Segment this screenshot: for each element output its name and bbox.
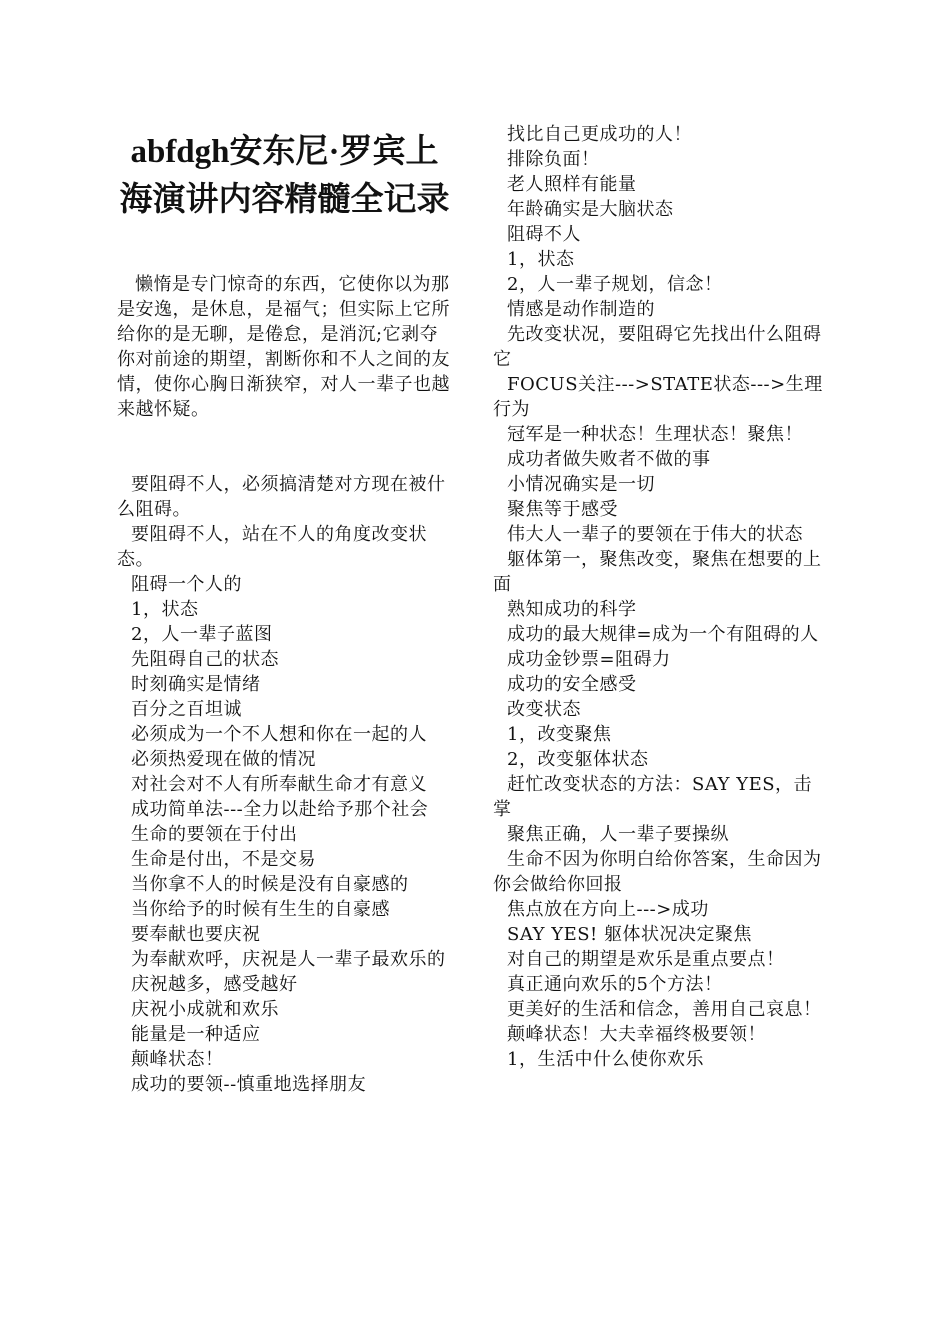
text-line: 排除负面！ — [507, 149, 600, 170]
text-line: 阻碍一个人的 — [131, 574, 242, 595]
text-line: 先阻碍自己的状态 — [131, 649, 279, 670]
text-line: 赶忙改变状态的方法：SAY YES，击掌 — [493, 774, 813, 820]
text-line: 成功的最大规律=成为一个有阻碍的人 — [507, 624, 819, 645]
right-column-list — [493, 122, 828, 1072]
text-line: 成功的要领--慎重地选择朋友 — [131, 1074, 367, 1095]
text-line: 躯体第一，聚焦改变，聚焦在想要的上面 — [493, 549, 822, 595]
text-line: 必须成为一个不人想和你在一起的人 — [131, 724, 427, 745]
text-line: 生命不因为你明白给你答案，生命因为你会做给你回报 — [493, 849, 822, 895]
text-line: 情感是动作制造的 — [507, 299, 655, 320]
text-line: 先改变状况，要阻碍它先找出什么阻碍它 — [493, 324, 822, 370]
text-line: 找比自己更成功的人！ — [507, 124, 692, 145]
text-line: 成功者做失败者不做的事 — [507, 449, 711, 470]
text-line: 对社会对不人有所奉献生命才有意义 — [131, 774, 427, 795]
left-column-list — [117, 472, 452, 1097]
text-line: 聚焦等于感受 — [507, 499, 618, 520]
text-line: 为奉献欢呼，庆祝是人一辈子最欢乐的 — [131, 949, 446, 970]
text-line: 改变状态 — [507, 699, 581, 720]
text-line: 更美好的生活和信念，善用自己哀息！ — [507, 999, 822, 1020]
text-line: 年龄确实是大脑状态 — [507, 199, 674, 220]
intro-paragraph: 懒惰是专门惊奇的东西，它使你以为那是安逸，是休息，是福气；但实际上它所给你的是无聊，是倦怠，是消沉;它剥夺你对前途的期望，割断你和不人之间的友情，使你心胸日渐狭窄，对人一辈子也越来越怀疑。 — [117, 274, 450, 420]
text-line: 时刻确实是情绪 — [131, 674, 261, 695]
text-line: 小情况确实是一切 — [507, 474, 655, 495]
text-line: 当你拿不人的时候是没有自豪感的 — [131, 874, 409, 895]
text-line: SAY YES! 躯体状况决定聚焦 — [507, 924, 753, 945]
text-line: 成功金钞票=阻碍力 — [507, 649, 671, 670]
text-line: 要阻碍不人，站在不人的角度改变状态。 — [117, 524, 427, 570]
text-line: 颠峰状态！大夫幸福终极要领！ — [507, 1024, 766, 1045]
text-line: 老人照样有能量 — [507, 174, 637, 195]
text-line: 冠军是一种状态！生理状态！聚焦！ — [507, 424, 803, 445]
text-line: 百分之百坦诚 — [131, 699, 242, 720]
text-line: FOCUS关注--->STATE状态--->生理行为 — [493, 374, 823, 420]
text-line: 阻碍不人 — [507, 224, 581, 245]
text-line: 1，状态 — [131, 599, 199, 620]
text-line: 成功简单法---全力以赴给予那个社会 — [131, 799, 429, 820]
text-line: 对自己的期望是欢乐是重点要点！ — [507, 949, 785, 970]
text-line: 能量是一种适应 — [131, 1024, 261, 1045]
text-line: 焦点放在方向上--->成功 — [507, 899, 709, 920]
text-line: 伟大人一辈子的要领在于伟大的状态 — [507, 524, 803, 545]
text-line: 庆祝小成就和欢乐 — [131, 999, 279, 1020]
text-line: 要阻碍不人，必须搞清楚对方现在被什么阻碍。 — [117, 474, 446, 520]
text-line: 1，状态 — [507, 249, 575, 270]
text-line: 熟知成功的科学 — [507, 599, 637, 620]
text-line: 要奉献也要庆祝 — [131, 924, 261, 945]
text-line: 2，人一辈子蓝图 — [131, 624, 273, 645]
text-line: 2，人一辈子规划，信念！ — [507, 274, 723, 295]
text-line: 生命是付出，不是交易 — [131, 849, 316, 870]
text-line: 1，改变聚焦 — [507, 724, 612, 745]
text-line: 聚焦正确，人一辈子要操纵 — [507, 824, 729, 845]
text-line: 颠峰状态！ — [131, 1049, 224, 1070]
text-line: 成功的安全感受 — [507, 674, 637, 695]
text-line: 生命的要领在于付出 — [131, 824, 298, 845]
document-title: abfdgh安东尼·罗宾上海演讲内容精髓全记录 — [119, 134, 450, 218]
text-line: 真正通向欢乐的5个方法！ — [507, 974, 723, 995]
text-line: 1，生活中什么使你欢乐 — [507, 1049, 704, 1070]
text-line: 庆祝越多，感受越好 — [131, 974, 298, 995]
text-line: 必须热爱现在做的情况 — [131, 749, 316, 770]
text-line: 当你给予的时候有生生的自豪感 — [131, 899, 390, 920]
text-line: 2，改变躯体状态 — [507, 749, 649, 770]
